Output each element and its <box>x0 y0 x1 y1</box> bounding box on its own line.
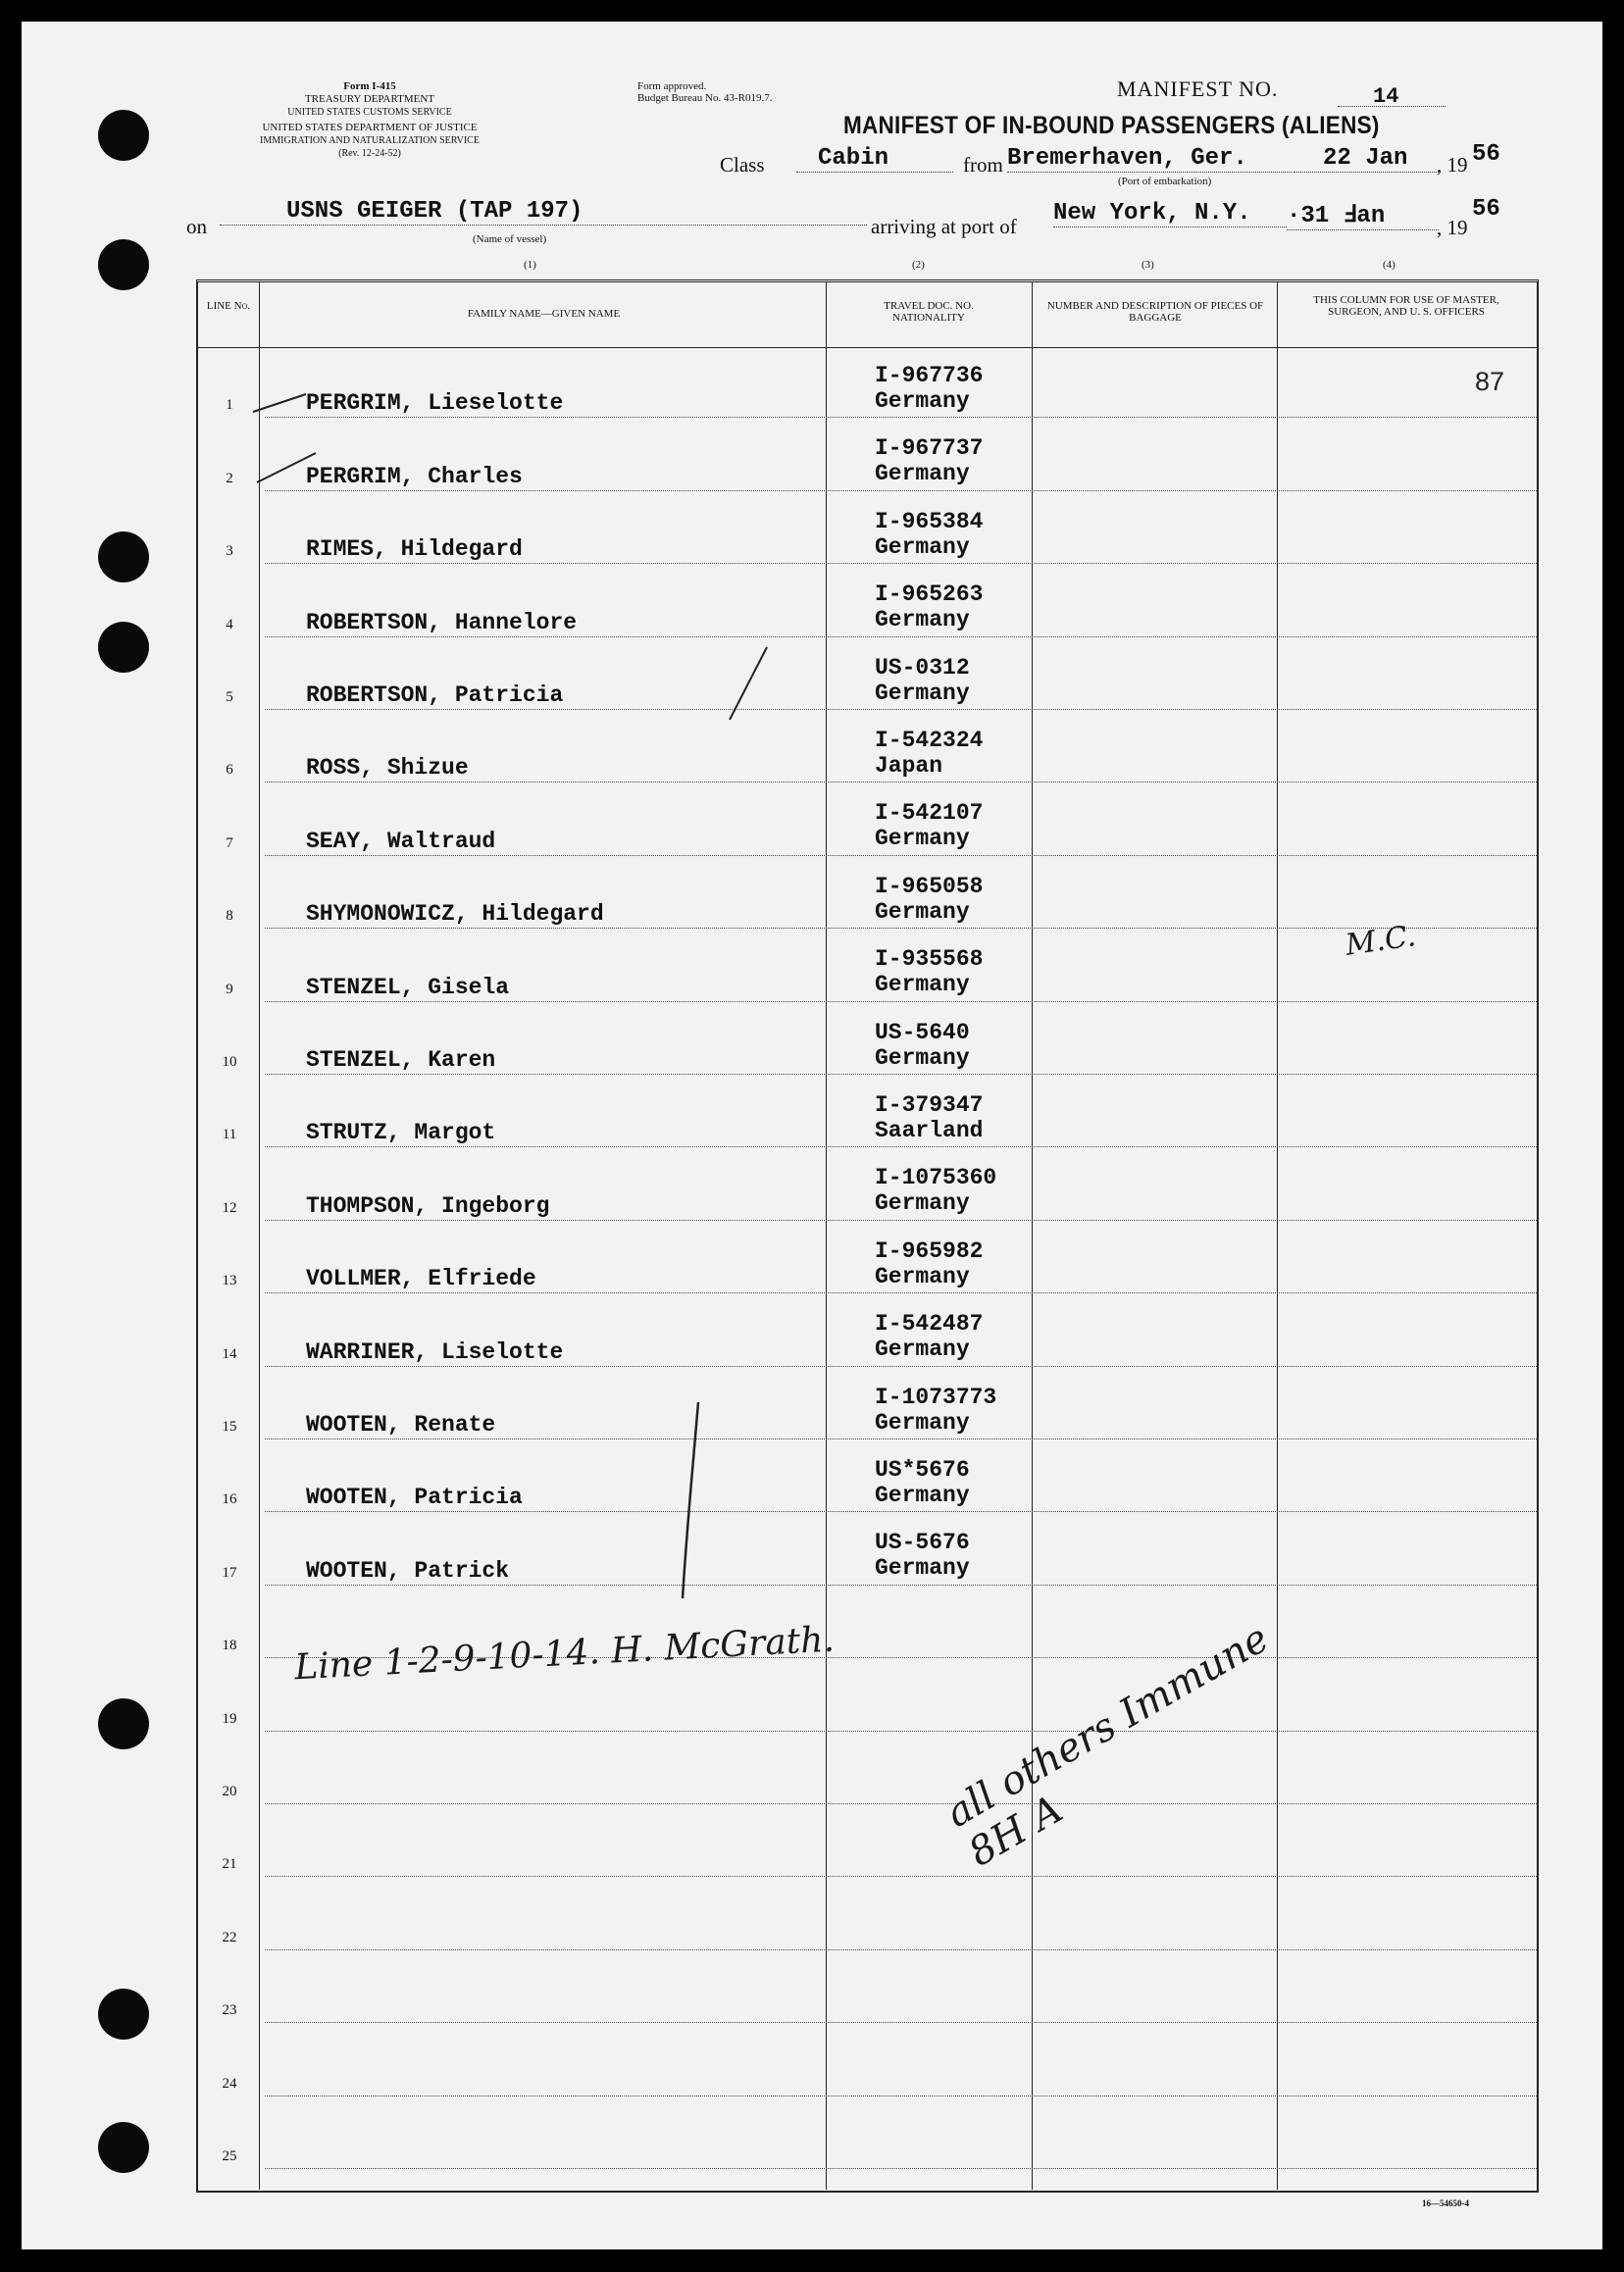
nationality: Germany <box>875 1483 970 1508</box>
column-header-line: LINE No. <box>206 300 251 312</box>
passenger-name: SHYMONOWICZ, Hildegard <box>306 901 604 928</box>
passenger-name: ROSS, Shizue <box>306 755 469 782</box>
travel-doc-number: I-967737 <box>875 435 984 462</box>
column-number: (4) <box>1383 259 1396 271</box>
column-number: (2) <box>912 259 925 271</box>
ins-label: IMMIGRATION AND NATURALIZATION SERVICE <box>260 135 480 146</box>
travel-doc-number: I-542107 <box>875 800 984 827</box>
vessel-name: USNS GEIGER (TAP 197) <box>220 198 867 226</box>
nationality: Germany <box>875 1409 970 1436</box>
nationality: Germany <box>875 461 970 487</box>
travel-doc-number: I-542324 <box>875 728 984 753</box>
passenger-name: ROBERTSON, Patricia <box>306 682 564 708</box>
travel-doc-number: I-965058 <box>875 873 984 899</box>
row-line-number: 2 <box>226 470 233 486</box>
row-line-number: 23 <box>222 2002 237 2019</box>
nationality: Japan <box>875 753 943 779</box>
handwritten-line-note: Line 1-2-9-10-14. H. McGrath. <box>293 1619 836 1689</box>
travel-doc-number: I-967736 <box>875 363 984 388</box>
pencil-marks <box>22 22 1602 2249</box>
passenger-name: PERGRIM, Charles <box>306 463 523 489</box>
row-line-number: 11 <box>222 1127 237 1143</box>
embarkation-port: Bremerhaven, Ger. <box>1007 145 1292 173</box>
embarkation-caption: (Port of embarkation) <box>1118 176 1212 187</box>
nationality: Germany <box>875 388 970 414</box>
row-line-number: 21 <box>222 1856 237 1873</box>
passenger-name: THOMPSON, Ingeborg <box>306 1192 550 1219</box>
row-line-number: 6 <box>226 762 233 779</box>
class-value: Cabin <box>796 145 953 173</box>
nationality: Saarland <box>875 1118 984 1143</box>
row-line-number: 7 <box>226 834 233 851</box>
nationality: Germany <box>875 826 970 852</box>
manifest-page <box>22 22 1602 2249</box>
treasury-label: TREASURY DEPARTMENT <box>304 93 435 105</box>
manifest-no-label: MANIFEST NO. <box>1117 76 1279 101</box>
travel-doc-number: I-379347 <box>875 1092 984 1118</box>
row-line-number: 10 <box>222 1053 237 1070</box>
passenger-name: RIMES, Hildegard <box>306 536 523 563</box>
passenger-name: WOOTEN, Patricia <box>306 1485 523 1511</box>
customs-label: UNITED STATES CUSTOMS SERVICE <box>287 107 452 118</box>
passenger-name: STRUTZ, Margot <box>306 1120 496 1146</box>
nationality: Germany <box>875 680 970 706</box>
nationality: Germany <box>875 1190 970 1217</box>
passenger-name: SEAY, Waltraud <box>306 828 496 854</box>
officer-number: 87 <box>1475 367 1505 396</box>
embarkation-year: 56 <box>1472 141 1500 168</box>
row-line-number: 1 <box>226 397 233 414</box>
travel-doc-number: US-0312 <box>875 654 970 681</box>
row-line-number: 22 <box>222 1929 237 1945</box>
row-line-number: 16 <box>222 1491 237 1508</box>
travel-doc-number: I-965384 <box>875 508 984 534</box>
column-header-officer: THIS COLUMN FOR USE OF MASTER, SURGEON, AND U. S. OFFICERS <box>1313 294 1499 318</box>
handwritten-initials: M.C. <box>1343 919 1418 963</box>
column-header-doc: TRAVEL DOC. NO. NATIONALITY <box>884 300 974 324</box>
passenger-name: STENZEL, Gisela <box>306 974 510 1000</box>
passenger-name: WOOTEN, Patrick <box>306 1557 510 1584</box>
passenger-name: WARRINER, Liselotte <box>306 1338 564 1365</box>
form-number: Form I-415 <box>343 80 396 92</box>
arrival-port: New York, N.Y. <box>1053 200 1287 227</box>
row-line-number: 18 <box>222 1638 237 1654</box>
column-header-baggage: NUMBER AND DESCRIPTION OF PIECES OF BAGGAGE <box>1046 300 1264 324</box>
travel-doc-number: I-965263 <box>875 581 984 608</box>
travel-doc-number: US*5676 <box>875 1457 970 1483</box>
passenger-name: PERGRIM, Lieselotte <box>306 390 564 417</box>
row-line-number: 4 <box>226 616 233 632</box>
embarkation-date: 22 Jan <box>1294 145 1439 173</box>
nationality: Germany <box>875 1263 970 1289</box>
row-line-number: 24 <box>222 2075 237 2092</box>
document-title: MANIFEST OF IN-BOUND PASSENGERS (ALIENS) <box>843 112 1380 139</box>
nationality: Germany <box>875 898 970 925</box>
passenger-name: VOLLMER, Elfriede <box>306 1266 536 1292</box>
column-number: (3) <box>1142 259 1154 271</box>
travel-doc-number: I-1073773 <box>875 1384 997 1410</box>
passenger-name: ROBERTSON, Hannelore <box>306 609 578 635</box>
row-line-number: 13 <box>222 1273 237 1289</box>
row-line-number: 17 <box>222 1564 237 1581</box>
manifest-no-value: 14 <box>1373 84 1399 109</box>
arrival-date: ·31 Ⅎan <box>1287 200 1439 230</box>
nationality: Germany <box>875 607 970 633</box>
row-line-number: 3 <box>226 543 233 560</box>
travel-doc-number: I-1075360 <box>875 1165 997 1191</box>
justice-label: UNITED STATES DEPARTMENT OF JUSTICE <box>262 122 478 133</box>
column-header-name: FAMILY NAME—GIVEN NAME <box>467 308 621 320</box>
handwritten-others-note: all others Immune 8H A <box>939 1615 1277 1876</box>
vessel-caption: (Name of vessel) <box>473 233 547 245</box>
arrival-year-prefix: , 19 <box>1437 216 1468 239</box>
row-line-number: 20 <box>222 1783 237 1799</box>
passenger-name: STENZEL, Karen <box>306 1046 496 1073</box>
travel-doc-number: US-5676 <box>875 1530 970 1556</box>
on-label: on <box>186 215 207 238</box>
class-label: Class <box>720 153 765 177</box>
travel-doc-number: I-965982 <box>875 1237 984 1264</box>
column-number: (1) <box>524 259 536 271</box>
from-label: from <box>963 153 1003 177</box>
travel-doc-number: I-935568 <box>875 946 984 973</box>
nationality: Germany <box>875 1555 970 1582</box>
embarkation-year-prefix: , 19 <box>1437 153 1468 177</box>
arrival-year: 56 <box>1472 196 1500 223</box>
nationality: Germany <box>875 1337 970 1363</box>
approval-label: Form approved. <box>637 80 707 92</box>
footer-code: 16—54650-4 <box>1422 2198 1469 2208</box>
nationality: Germany <box>875 533 970 560</box>
revision-label: (Rev. 12-24-52) <box>338 148 401 159</box>
arriving-label: arriving at port of <box>871 215 1017 238</box>
travel-doc-number: I-542487 <box>875 1311 984 1338</box>
row-line-number: 14 <box>222 1345 237 1362</box>
row-line-number: 9 <box>226 981 233 997</box>
row-line-number: 25 <box>222 2147 237 2164</box>
nationality: Germany <box>875 1044 970 1071</box>
row-line-number: 5 <box>226 688 233 705</box>
nationality: Germany <box>875 972 970 998</box>
row-line-number: 15 <box>222 1418 237 1435</box>
row-line-number: 19 <box>222 1710 237 1727</box>
row-line-number: 8 <box>226 908 233 925</box>
budget-label: Budget Bureau No. 43-R019.7. <box>637 92 773 104</box>
travel-doc-number: US-5640 <box>875 1019 970 1045</box>
passenger-name: WOOTEN, Renate <box>306 1411 496 1438</box>
row-line-number: 12 <box>222 1199 237 1216</box>
